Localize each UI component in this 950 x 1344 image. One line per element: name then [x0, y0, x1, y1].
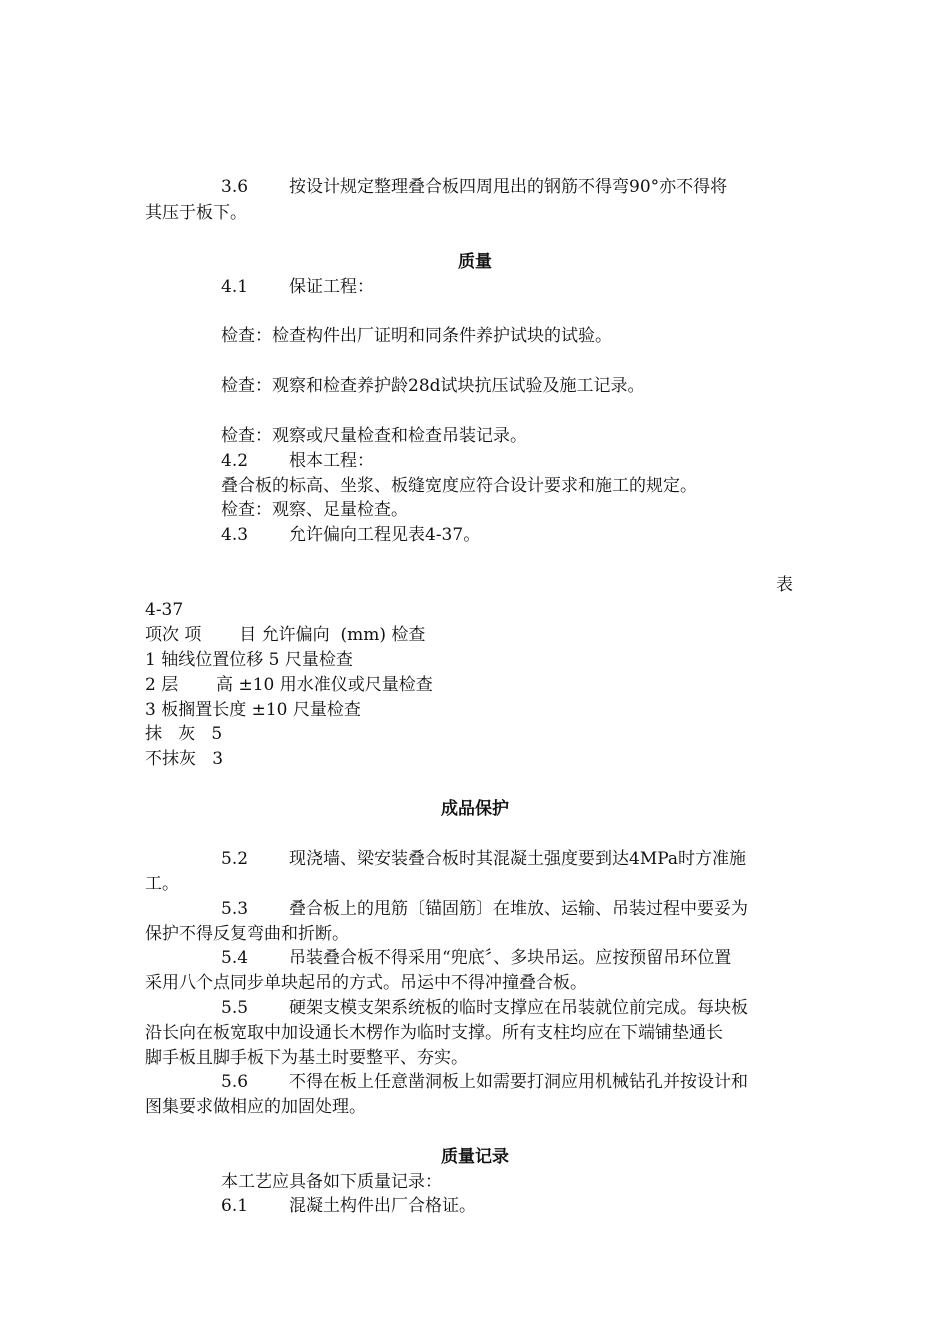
clause-number: 6.1: [221, 1196, 249, 1216]
check-line-1: 检查：检查构件出厂证明和同条件养护试块的试验。: [221, 326, 612, 346]
clause-number: 5.5: [221, 998, 249, 1018]
clause-number: 3.6: [221, 177, 249, 197]
clause-5-4-line2: 采用八个点同步单块起吊的方式。吊运中不得冲撞叠合板。: [145, 973, 587, 993]
table-row: 抹 灰 5: [145, 724, 223, 744]
clause-3-6-line2: 其压于板下。: [145, 203, 247, 223]
clause-text: 吊装叠合板不得采用“兜底〞、多块吊运。应按预留吊环位置: [289, 948, 732, 968]
clause-text: 不得在板上任意凿洞板上如需要打洞应用机械钻孔并按设计和: [289, 1072, 748, 1092]
clause-5-4-line1: [221, 948, 731, 968]
check-line-3: 检查：观察或尺量检查和检查吊装记录。: [221, 426, 527, 446]
check-line-4: 检查：观察、足量检查。: [221, 500, 408, 520]
clause-number: 5.4: [221, 948, 249, 968]
table-row: 1 轴线位置位移 5 尺量检查: [145, 650, 353, 670]
clause-5-5-line1: [221, 998, 748, 1018]
clause-number: 4.1: [221, 277, 249, 297]
clause-5-2-line2: 工。: [145, 874, 179, 894]
clause-6-1: [221, 1196, 476, 1216]
clause-text: 允许偏向工程见表4-37。: [289, 525, 481, 545]
clause-5-6-line1: [221, 1072, 748, 1092]
table-row: 3 板搁置长度 ±10 尺量检查: [145, 700, 361, 720]
clause-number: 4.3: [221, 525, 249, 545]
clause-number: 4.2: [221, 451, 249, 471]
clause-4-3: [221, 525, 480, 545]
section-heading-protection: 成品保护: [441, 799, 509, 819]
clause-5-6-line2: 图集要求做相应的加固处理。: [145, 1097, 366, 1117]
clause-text: 按设计规定整理叠合板四周甩出的钢筋不得弯90°亦不得将: [289, 177, 728, 197]
clause-5-3-line1: [221, 899, 748, 919]
table-label-prefix: 表: [776, 575, 793, 595]
clause-text: 现浇墙、梁安装叠合板时其混凝土强度要到达4MPa时方准施: [289, 849, 747, 869]
paragraph-4-2: 叠合板的标高、坐浆、板缝宽度应符合设计要求和施工的规定。: [221, 476, 697, 496]
clause-4-1: [221, 277, 374, 297]
table-label-number: 4-37: [145, 600, 184, 620]
clause-5-5-line3: 脚手板且脚手板下为基土时要整平、夯实。: [145, 1048, 468, 1068]
section-heading-records: 质量记录: [441, 1147, 509, 1167]
check-line-2: 检查：观察和检查养护龄28d试块抗压试验及施工记录。: [221, 376, 645, 396]
clause-4-2: [221, 451, 374, 471]
clause-number: 5.2: [221, 849, 249, 869]
table-row: 不抹灰 3: [145, 749, 224, 769]
clause-3-6-line1: [221, 177, 727, 197]
table-row: 项次 项 目 允许偏向 (mm) 检查: [145, 625, 426, 645]
clause-text: 保证工程：: [289, 277, 374, 297]
clause-number: 5.3: [221, 899, 249, 919]
clause-text: 硬架支模支架系统板的临时支撑应在吊装就位前完成。每块板: [289, 998, 748, 1018]
clause-5-2-line1: [221, 849, 746, 869]
records-intro: 本工艺应具备如下质量记录：: [221, 1172, 442, 1192]
clause-5-5-line2: 沿长向在板宽取中加设通长木楞作为临时支撑。所有支柱均应在下端铺垫通长: [145, 1023, 723, 1043]
clause-text: 叠合板上的甩筋〔锚固筋〕在堆放、运输、吊装过程中要妥为: [289, 899, 748, 919]
clause-5-3-line2: 保护不得反复弯曲和折断。: [145, 924, 349, 944]
clause-text: 根本工程：: [289, 451, 374, 471]
table-row: 2 层 高 ±10 用水准仪或尺量检查: [145, 675, 433, 695]
section-heading-quality: 质量: [458, 252, 492, 272]
clause-text: 混凝土构件出厂合格证。: [289, 1196, 476, 1216]
clause-number: 5.6: [221, 1072, 249, 1092]
